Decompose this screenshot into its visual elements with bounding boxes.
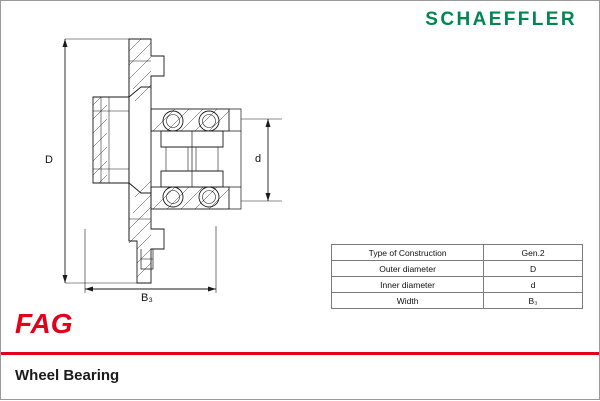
spec-value: d	[484, 277, 583, 293]
schaeffler-logo: SCHAEFFLER	[425, 9, 577, 30]
table-row	[332, 245, 583, 261]
specification-table	[331, 244, 583, 309]
spec-value: Gen.2	[484, 245, 583, 261]
spec-label: Width	[332, 293, 484, 309]
table-row	[332, 293, 583, 309]
dimension-label-outer-diameter: D	[45, 154, 53, 166]
product-caption: Wheel Bearing	[15, 367, 120, 384]
divider-rule	[1, 352, 599, 355]
spec-value: D	[484, 261, 583, 277]
fag-logo: FAG	[15, 308, 73, 339]
spec-label: Inner diameter	[332, 277, 484, 293]
table-row	[332, 261, 583, 277]
spec-label: Outer diameter	[332, 261, 484, 277]
table-row	[332, 277, 583, 293]
spec-label: Type of Construction	[332, 245, 484, 261]
dimension-label-width: B₃	[141, 292, 153, 304]
spec-value: B₃	[484, 293, 583, 309]
dimension-label-inner-diameter: d	[255, 153, 262, 165]
bearing-cross-section-drawing	[1, 1, 600, 401]
